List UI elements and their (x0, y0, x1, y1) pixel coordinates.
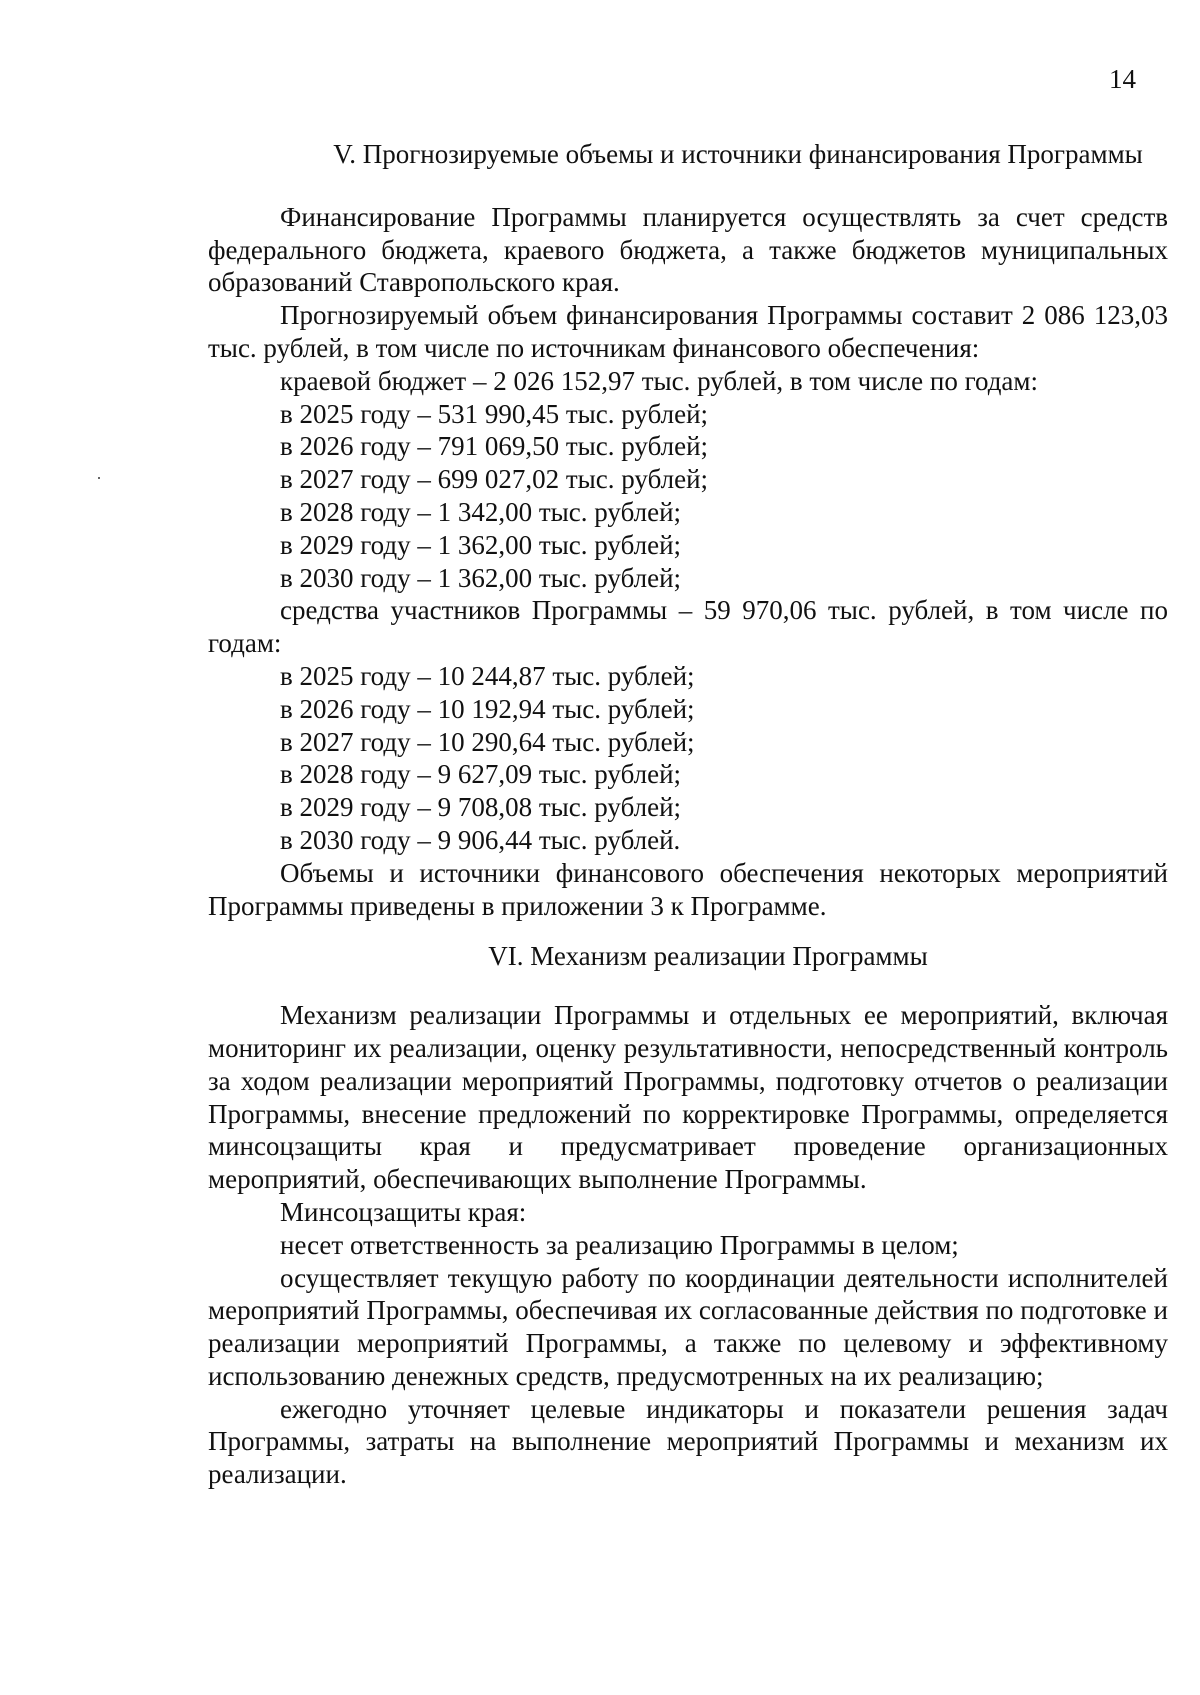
regional-budget-year: в 2030 году – 1 362,00 тыс. рублей; (280, 562, 682, 593)
regional-budget-year: в 2026 году – 791 069,50 тыс. рублей; (280, 431, 709, 462)
document-body (208, 138, 1168, 1491)
section-6-paragraph: Минсоцзащиты края: (280, 1196, 527, 1227)
section-5-closing: Объемы и источники финансового обеспечения некоторых мероприятий Программы приведены в приложении 3 к Программе. (208, 857, 1168, 921)
section-6-paragraph: Механизм реализации Программы и отдельных ее мероприятий, включая мониторинг их реализации, оценку результативности, непосредственный контроль за ходом реализации мероприятий Программы, подготовку отчетов о реализации Программы, внесение предложений по корректировке Программы, определяется минсоцзащиты края и предусматривает проведение организационных мероприятий, обеспечивающих выполнение Программы. (208, 1000, 1168, 1195)
regional-budget-summary: краевой бюджет – 2 026 152,97 тыс. рублей, в том числе по годам: (280, 365, 1039, 396)
section-5-heading: V. Прогнозируемые объемы и источники финансирования Программы (333, 139, 1143, 169)
participants-funds-year: в 2026 году – 10 192,94 тыс. рублей; (280, 693, 695, 724)
section-5-intro: Финансирование Программы планируется осуществлять за счет средств федерального бюджета, краевого бюджета, а также бюджетов муниципальных образований Ставропольского края. (208, 201, 1168, 298)
scan-speck (98, 477, 100, 479)
participants-funds-year: в 2027 году – 10 290,64 тыс. рублей; (280, 726, 695, 757)
section-5-total: Прогнозируемый объем финансирования Программы составит 2 086 123,03 тыс. рублей, в том числе по источникам финансового обеспечения: (208, 300, 1168, 363)
regional-budget-year: в 2027 году – 699 027,02 тыс. рублей; (280, 464, 709, 495)
participants-funds-year: в 2028 году – 9 627,09 тыс. рублей; (280, 759, 682, 790)
participants-funds-year: в 2030 году – 9 906,44 тыс. рублей. (280, 824, 681, 855)
section-6-paragraph: несет ответственность за реализацию Программы в целом; (280, 1229, 959, 1260)
regional-budget-year: в 2029 году – 1 362,00 тыс. рублей; (280, 529, 682, 560)
regional-budget-year: в 2025 году – 531 990,45 тыс. рублей; (280, 398, 709, 429)
page-number: 14 (1109, 64, 1136, 94)
regional-budget-year: в 2028 году – 1 342,00 тыс. рублей; (280, 496, 682, 527)
participants-funds-year: в 2025 году – 10 244,87 тыс. рублей; (280, 660, 695, 691)
spacer (208, 171, 1168, 201)
participants-funds-summary: средства участников Программы – 59 970,06 тыс. рублей, в том числе по годам: (208, 595, 1168, 659)
participants-funds-year: в 2029 году – 9 708,08 тыс. рублей; (280, 792, 682, 823)
section-6-paragraph: осуществляет текущую работу по координации деятельности исполнителей мероприятий Программы, обеспечивая их согласованные действия по подготовке и реализации мероприятий Программы, а также по целевому и эффективному использованию денежных средств, предусмотренных на их реализацию; (208, 1262, 1168, 1391)
section-6-paragraph: ежегодно уточняет целевые индикаторы и показатели решения задач Программы, затраты на выполнение мероприятий Программы и механизм их реализации. (208, 1393, 1168, 1490)
section-6-heading: VI. Механизм реализации Программы (488, 941, 928, 972)
